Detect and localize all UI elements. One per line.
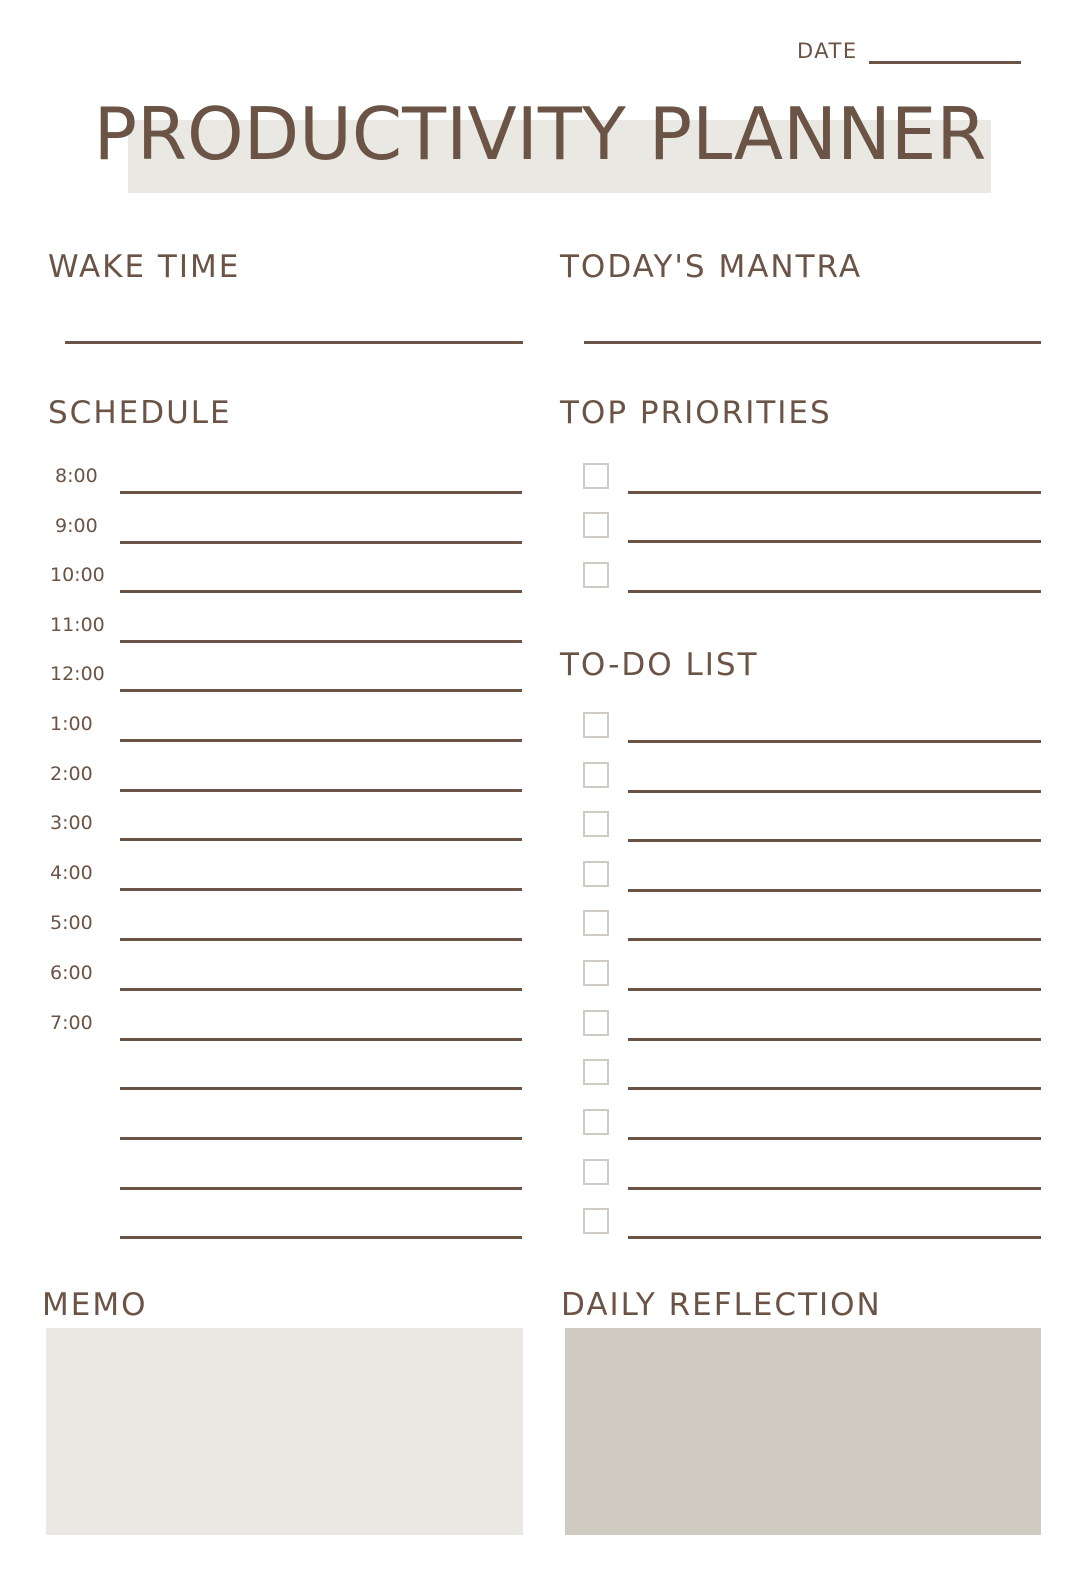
todo-checkbox[interactable] (583, 1059, 609, 1085)
schedule-time-label: 2:00 (50, 763, 93, 785)
schedule-heading: SCHEDULE (48, 395, 232, 431)
todo-checkbox[interactable] (583, 712, 609, 738)
priority-checkbox[interactable] (583, 562, 609, 588)
schedule-line[interactable] (120, 1087, 522, 1090)
todo-checkbox[interactable] (583, 960, 609, 986)
schedule-line[interactable] (120, 541, 522, 544)
schedule-time-label: 9:00 (55, 515, 98, 537)
todo-line[interactable] (628, 1038, 1041, 1041)
schedule-time-label: 10:00 (50, 564, 105, 586)
page-title: PRODUCTIVITY PLANNER (93, 92, 987, 176)
todo-line[interactable] (628, 889, 1041, 892)
priority-checkbox[interactable] (583, 463, 609, 489)
schedule-line[interactable] (120, 1187, 522, 1190)
schedule-line[interactable] (120, 888, 522, 891)
schedule-line[interactable] (120, 1137, 522, 1140)
schedule-time-label: 11:00 (50, 614, 105, 636)
date-line[interactable] (869, 61, 1021, 64)
priority-checkbox[interactable] (583, 512, 609, 538)
schedule-time-label: 8:00 (55, 465, 98, 487)
schedule-line[interactable] (120, 1236, 522, 1239)
priority-line[interactable] (628, 590, 1041, 593)
todo-line[interactable] (628, 1087, 1041, 1090)
schedule-line[interactable] (120, 988, 522, 991)
schedule-time-label: 7:00 (50, 1012, 93, 1034)
daily-reflection-heading: DAILY REFLECTION (561, 1287, 882, 1323)
todays-mantra-line[interactable] (584, 341, 1041, 344)
todo-checkbox[interactable] (583, 1109, 609, 1135)
schedule-line[interactable] (120, 491, 522, 494)
schedule-line[interactable] (120, 1038, 522, 1041)
schedule-line[interactable] (120, 590, 522, 593)
priority-line[interactable] (628, 540, 1041, 543)
schedule-line[interactable] (120, 739, 522, 742)
todo-line[interactable] (628, 1187, 1041, 1190)
todo-checkbox[interactable] (583, 811, 609, 837)
top-priorities-heading: TOP PRIORITIES (560, 395, 832, 431)
todo-checkbox[interactable] (583, 762, 609, 788)
todo-checkbox[interactable] (583, 861, 609, 887)
todo-checkbox[interactable] (583, 910, 609, 936)
schedule-line[interactable] (120, 689, 522, 692)
memo-box[interactable] (46, 1328, 523, 1535)
schedule-time-label: 4:00 (50, 862, 93, 884)
date-label: DATE (797, 39, 858, 63)
wake-time-heading: WAKE TIME (48, 249, 241, 285)
todo-line[interactable] (628, 839, 1041, 842)
wake-time-line[interactable] (65, 341, 523, 344)
schedule-time-label: 12:00 (50, 663, 105, 685)
todo-line[interactable] (628, 1236, 1041, 1239)
daily-reflection-box[interactable] (565, 1328, 1041, 1535)
schedule-time-label: 1:00 (50, 713, 93, 735)
todo-line[interactable] (628, 790, 1041, 793)
schedule-line[interactable] (120, 789, 522, 792)
schedule-line[interactable] (120, 640, 522, 643)
schedule-line[interactable] (120, 938, 522, 941)
todo-checkbox[interactable] (583, 1010, 609, 1036)
todo-line[interactable] (628, 938, 1041, 941)
schedule-line[interactable] (120, 838, 522, 841)
todo-line[interactable] (628, 988, 1041, 991)
todo-checkbox[interactable] (583, 1208, 609, 1234)
schedule-time-label: 3:00 (50, 812, 93, 834)
todo-list-heading: TO-DO LIST (560, 647, 759, 683)
todays-mantra-heading: TODAY'S MANTRA (560, 249, 863, 285)
schedule-time-label: 6:00 (50, 962, 93, 984)
todo-checkbox[interactable] (583, 1159, 609, 1185)
schedule-time-label: 5:00 (50, 912, 93, 934)
priority-line[interactable] (628, 491, 1041, 494)
todo-line[interactable] (628, 1137, 1041, 1140)
memo-heading: MEMO (42, 1287, 148, 1323)
todo-line[interactable] (628, 740, 1041, 743)
